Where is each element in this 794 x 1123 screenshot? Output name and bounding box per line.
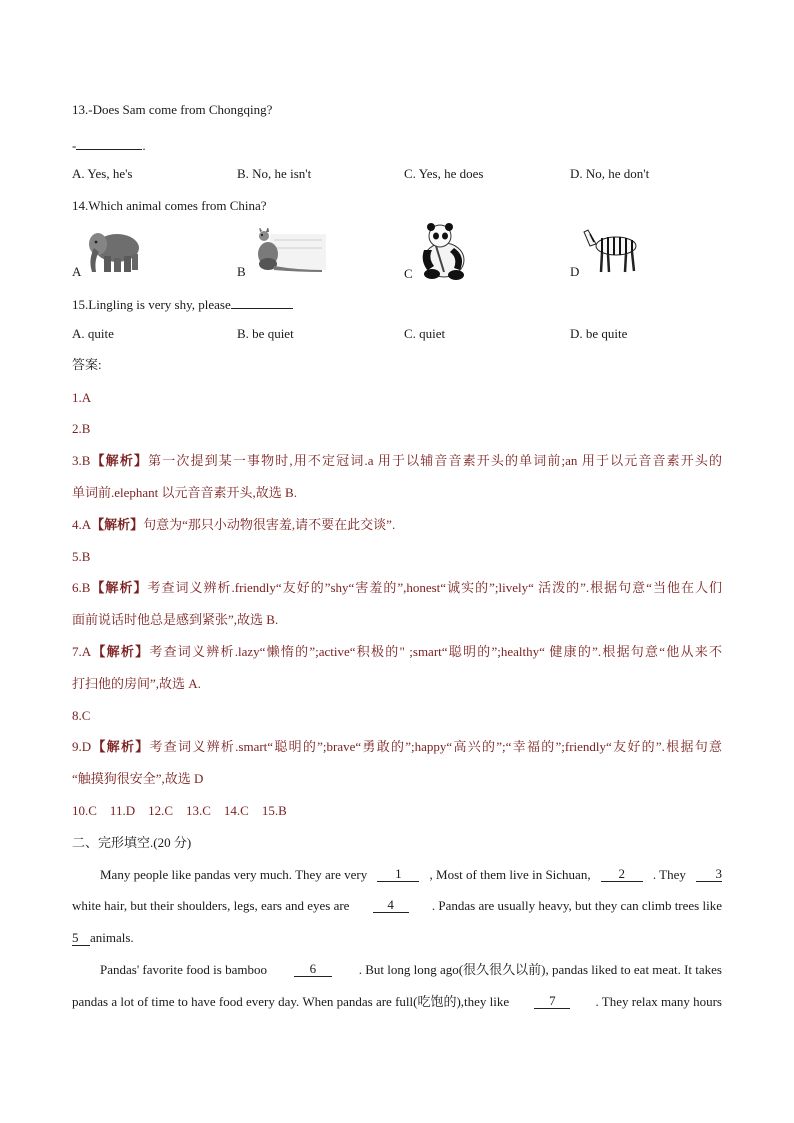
cloze-text: , Most of them live in Sichuan, — [429, 867, 591, 882]
cloze-paragraph-2-line-2 — [72, 994, 722, 1010]
cloze-blank-3: 3 — [696, 867, 722, 882]
cloze-text: Many people like pandas very much. They are very — [100, 867, 368, 882]
cloze-paragraph-1-line-1 — [100, 867, 722, 883]
cloze-text: pandas a lot of time to have food every day. When pandas are full(吃饱的),they like — [72, 994, 510, 1009]
explanation-tag: 【解析】 — [90, 580, 148, 595]
explanation-tag: 【解析】 — [91, 644, 150, 659]
dash: - — [72, 138, 77, 153]
answer-1: 1.A — [72, 390, 92, 405]
question-14: 14.Which animal comes from China? — [72, 198, 267, 213]
section-heading: 二、完形填空.(20 分) — [72, 835, 192, 850]
answers-10-15: 10.C 11.D 12.C 13.C 14.C 15.B — [72, 803, 287, 818]
cloze-text: . Pandas are usually heavy, but they can climb trees like — [431, 898, 722, 913]
answers-heading: 答案: — [72, 357, 102, 372]
cloze-text: . They relax many hours — [595, 994, 722, 1009]
cloze-text: animals. — [90, 930, 134, 945]
option-label-a: A — [72, 264, 82, 279]
option-b: B. No, he isn't — [237, 166, 312, 181]
answer-6-text: 考查词义辨析.friendly“友好的”shy“害羞的”,honest“诚实的”;lively“ 活泼的”.根据句意“当他在人们 — [147, 580, 722, 595]
blank — [231, 294, 293, 309]
answer-3-line-1 — [72, 453, 722, 469]
answer-9-text: 考查词义辨析.smart“聪明的”;brave“勇敢的”;happy“高兴的”;“幸福的”;friendly“友好的”.根据句意 — [149, 739, 722, 754]
blank — [76, 135, 142, 150]
cloze-blank-4: 4 — [373, 898, 409, 913]
answer-7-line-2: 打扫他的房间”,故选 A. — [72, 676, 201, 691]
answer-blank-13: - . — [72, 135, 146, 154]
cloze-blank-7: 7 — [534, 994, 570, 1009]
option-label-b: B — [237, 264, 246, 279]
answer-3-line-2: 单词前.elephant 以元音音素开头,故选 B. — [72, 485, 297, 500]
answer-9-key: 9.D — [72, 739, 92, 754]
answer-8: 8.C — [72, 708, 91, 723]
answer-7-key: 7.A — [72, 644, 92, 659]
explanation-tag: 【解析】 — [91, 517, 144, 532]
answer-6-line-1 — [72, 580, 722, 596]
answer-4-key: 4.A — [72, 517, 92, 532]
option-b: B. be quiet — [237, 326, 294, 341]
answer-4 — [72, 517, 395, 533]
elephant-image — [84, 226, 144, 278]
cloze-blank-6: 6 — [294, 962, 332, 977]
cloze-blank-2: 2 — [601, 867, 643, 882]
answer-7-text: 考查词义辨析.lazy“懒惰的”;active“积极的" ;smart“聪明的”;healthy“ 健康的”.根据句意“他从来不 — [149, 644, 722, 659]
zebra-image — [580, 226, 642, 276]
answer-7-line-1 — [72, 644, 722, 660]
answer-6-key: 6.B — [72, 580, 91, 595]
explanation-tag: 【解析】 — [90, 453, 149, 468]
option-c: C. quiet — [404, 326, 446, 341]
answer-5: 5.B — [72, 549, 91, 564]
option-d: D. be quite — [570, 326, 628, 341]
cloze-paragraph-1-line-3 — [72, 930, 134, 946]
cloze-paragraph-1-line-2 — [72, 898, 722, 914]
explanation-tag: 【解析】 — [91, 739, 150, 754]
answer-6-line-2: 面前说话时他总是感到紧张”,故选 B. — [72, 612, 279, 627]
cloze-text: . But long long ago(很久很久以前), pandas liked to eat meat. It takes — [358, 962, 722, 977]
answer-3-text: 第一次提到某一事物时,用不定冠词.a 用于以辅音音素开头的单词前;an 用于以元音音素开头的 — [148, 453, 722, 468]
option-label-d: D — [570, 264, 580, 279]
option-d: D. No, he don't — [570, 166, 650, 181]
cloze-text: Pandas' favorite food is bamboo — [100, 962, 267, 977]
option-label-c: C — [404, 266, 413, 281]
answer-9-line-1 — [72, 739, 722, 755]
answer-3-key: 3.B — [72, 453, 91, 468]
cloze-text: . They — [652, 867, 686, 882]
answer-2: 2.B — [72, 421, 91, 436]
kangaroo-image — [248, 228, 328, 274]
cloze-paragraph-2-line-1 — [100, 962, 722, 978]
cloze-blank-5: 5 — [72, 931, 90, 946]
question-13: 13.-Does Sam come from Chongqing? — [72, 102, 273, 117]
option-c: C. Yes, he does — [404, 166, 484, 181]
panda-image — [414, 222, 470, 280]
option-a: A. quite — [72, 326, 114, 341]
question-15 — [72, 294, 293, 313]
question-15-text: 15.Lingling is very shy, please — [72, 297, 231, 312]
cloze-text: white hair, but their shoulders, legs, ears and eyes are — [72, 898, 350, 913]
answer-4-text: 句意为“那只小动物很害羞,请不要在此交谈”. — [143, 517, 396, 532]
answer-9-line-2: “触摸狗很安全”,故选 D — [72, 771, 204, 786]
option-a: A. Yes, he's — [72, 166, 133, 181]
cloze-blank-1: 1 — [377, 867, 419, 882]
